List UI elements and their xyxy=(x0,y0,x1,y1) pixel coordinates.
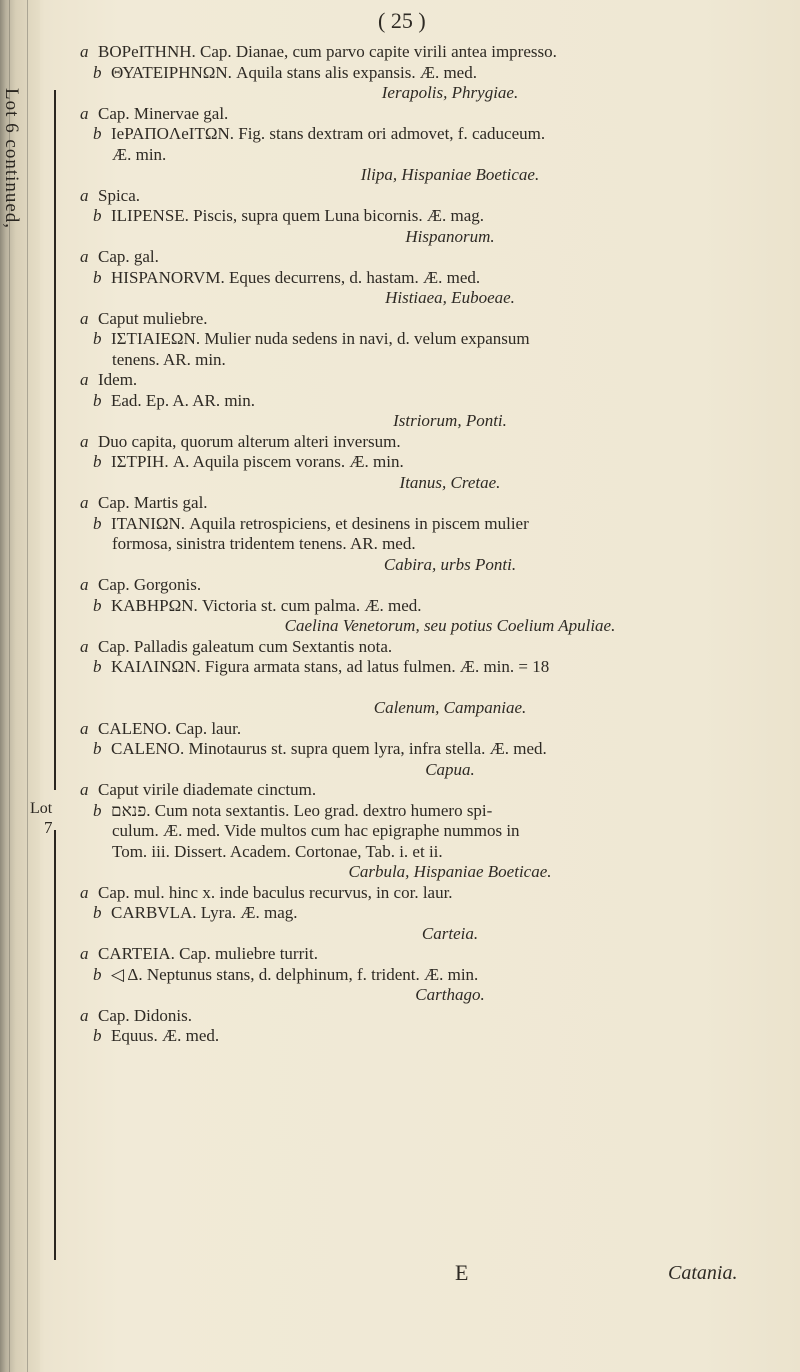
place-heading xyxy=(60,288,730,309)
catchword: Catania. xyxy=(668,1262,738,1284)
catalogue-line xyxy=(60,350,780,371)
line-text: Cap. Didonis. xyxy=(98,1005,192,1025)
place-heading xyxy=(60,473,730,494)
catalogue-line xyxy=(60,842,780,863)
catalogue-line xyxy=(60,1026,780,1047)
page-number: ( 25 ) xyxy=(378,8,426,33)
side-letter: b xyxy=(93,513,102,533)
side-letter: a xyxy=(80,493,89,512)
line-text: culum. Æ. med. Vide multos cum hac epigraphe nummos in xyxy=(112,821,520,840)
catalogue-line xyxy=(60,186,780,207)
catalogue-line xyxy=(60,329,780,350)
line-text: Cap. Gorgonis. xyxy=(98,575,202,594)
catalogue-line xyxy=(60,63,780,84)
catalogue-line xyxy=(60,637,780,658)
line-text: פנאם. Cum nota sextantis. Leo grad. dextro humero spi- xyxy=(111,800,493,820)
side-letter: b xyxy=(93,390,102,410)
lot-number: 7 xyxy=(44,818,53,837)
line-text: CALENO. Cap. laur. xyxy=(98,718,242,738)
line-text: Equus. Æ. med. xyxy=(111,1026,220,1045)
place-heading xyxy=(60,227,730,248)
catalogue-line xyxy=(60,268,780,289)
catalogue-line xyxy=(60,575,780,596)
line-text: Cabira, urbs Ponti. xyxy=(383,554,517,574)
side-letter: b xyxy=(93,800,102,820)
catalogue-line xyxy=(60,965,780,986)
side-letter: a xyxy=(80,42,89,61)
side-letter: b xyxy=(93,62,102,82)
line-text: Histiaea, Euboeae. xyxy=(385,288,515,307)
side-letter: a xyxy=(80,882,89,902)
gutter-rule xyxy=(27,0,28,1372)
line-text: Caelina Venetorum, seu potius Coelium Apuliae. xyxy=(284,616,616,635)
catalogue-line xyxy=(60,596,780,617)
left-margin-rule xyxy=(54,90,56,790)
signature-mark: E xyxy=(455,1260,469,1285)
place-heading xyxy=(60,83,730,104)
lot-label: Lot xyxy=(30,800,53,817)
line-text: ΙΣΤΡΙΗ. A. Aquila piscem vorans. Æ. min. xyxy=(111,452,404,471)
line-text: ILIPENSE. Piscis, supra quem Luna bicornis. Æ. mag. xyxy=(111,206,485,225)
margin-note-continued: Lot 6 continued, xyxy=(1,88,22,230)
line-text: Itanus, Cretae. xyxy=(399,472,501,492)
catalogue-line xyxy=(60,145,780,166)
place-heading xyxy=(60,924,730,945)
line-text: Tom. iii. Dissert. Academ. Cortonae, Tab. i. et ii. xyxy=(112,841,443,861)
line-text: CALENO. Minotaurus st. supra quem lyra, infra stella. Æ. med. xyxy=(111,739,547,758)
side-letter: a xyxy=(80,1005,89,1025)
catalogue-line xyxy=(60,514,780,535)
line-text: IePAΠOΛeITΩN. Fig. stans dextram ori admovet, f. caduceum. xyxy=(111,124,546,143)
side-letter: b xyxy=(93,657,102,676)
side-letter: b xyxy=(93,329,102,348)
line-text: ΚΑΙΛΙΝΩΝ. Figura armata stans, ad latus fulmen. Æ. min. = 18 xyxy=(111,657,550,676)
line-text: tenens. AR. min. xyxy=(112,349,226,369)
line-text: Ead. Ep. A. AR. min. xyxy=(111,390,256,410)
side-letter: a xyxy=(80,308,89,328)
side-letter: b xyxy=(93,964,102,984)
line-text: Calenum, Campaniae. xyxy=(373,698,527,717)
line-text: HISPANORVM. Eques decurrens, d. hastam. Æ. med. xyxy=(111,267,481,287)
line-text: Carthago. xyxy=(415,985,485,1004)
line-text: Carbula, Hispaniae Boeticae. xyxy=(348,862,552,881)
side-letter: a xyxy=(80,247,89,266)
catalogue-line xyxy=(60,42,780,63)
line-text: Æ. min. xyxy=(112,144,167,164)
line-text: Ierapolis, Phrygiae. xyxy=(381,83,519,102)
side-letter: a xyxy=(80,780,89,799)
side-letter: b xyxy=(93,124,102,143)
line-text: ΙΤΑΝΙΩΝ. Aquila retrospiciens, et desinens in piscem mulier xyxy=(111,513,529,533)
lot-marker xyxy=(30,800,53,838)
catalogue-line xyxy=(60,104,780,125)
line-text: ΘΥΑΤΕΙΡΗΝΩΝ. Aquila stans alis expansis. Æ. med. xyxy=(111,62,477,82)
side-letter: a xyxy=(80,944,89,963)
catalogue-line xyxy=(60,493,780,514)
line-text: Cap. gal. xyxy=(98,247,159,266)
line-text: Caput virile diademate cinctum. xyxy=(98,780,317,799)
line-text: Istriorum, Ponti. xyxy=(393,411,507,430)
place-heading xyxy=(60,411,730,432)
line-text: Ilipa, Hispaniae Boeticae. xyxy=(360,165,540,184)
place-heading xyxy=(60,616,730,637)
place-heading xyxy=(60,862,730,883)
catalogue-line xyxy=(60,534,780,555)
catalogue-line xyxy=(60,1006,780,1027)
catalogue-line xyxy=(60,432,780,453)
line-text: ΚΑΒΗΡΩΝ. Victoria st. cum palma. Æ. med. xyxy=(111,595,422,615)
catalogue-line xyxy=(60,801,780,822)
catalogue-line xyxy=(60,821,780,842)
place-heading xyxy=(60,555,730,576)
line-text: Hispanorum. xyxy=(405,226,495,246)
catalogue-line xyxy=(60,883,780,904)
side-letter: b xyxy=(93,739,102,758)
side-letter: b xyxy=(93,1026,102,1045)
line-text: Cap. Martis gal. xyxy=(98,493,208,512)
side-letter: a xyxy=(80,431,89,451)
line-text: Spica. xyxy=(98,185,141,205)
line-text: Cap. mul. hinc x. inde baculus recurvus, in cor. laur. xyxy=(98,882,453,902)
line-text: Duo capita, quorum alterum alteri inversum. xyxy=(98,431,401,451)
side-letter: b xyxy=(93,903,102,922)
line-text: Caput muliebre. xyxy=(98,308,208,328)
place-heading xyxy=(60,985,730,1006)
side-letter: b xyxy=(93,452,102,471)
line-text: formosa, sinistra tridentem tenens. AR. med. xyxy=(112,534,416,553)
line-text: Carteia. xyxy=(421,923,479,943)
catalogue-line xyxy=(60,780,780,801)
line-text: Idem. xyxy=(98,370,138,389)
side-letter: b xyxy=(93,267,102,287)
catalogue-line xyxy=(60,391,780,412)
side-letter: a xyxy=(80,185,89,205)
spacer xyxy=(60,678,780,699)
line-text: Capua. xyxy=(425,759,475,779)
place-heading xyxy=(60,165,730,186)
side-letter: a xyxy=(80,103,89,123)
catalogue-line xyxy=(60,719,780,740)
catalogue-line xyxy=(60,370,780,391)
catalogue-line xyxy=(60,309,780,330)
line-text: Cap. Minervae gal. xyxy=(98,103,229,123)
side-letter: b xyxy=(93,206,102,225)
catalogue-line xyxy=(60,206,780,227)
side-letter: a xyxy=(80,636,89,656)
catalogue-line xyxy=(60,657,780,678)
catalogue-line xyxy=(60,903,780,924)
catalogue-line xyxy=(60,944,780,965)
side-letter: a xyxy=(80,575,89,594)
line-text: BOPeITHNH. Cap. Dianae, cum parvo capite virili antea impresso. xyxy=(98,42,557,61)
line-text: CARTEIA. Cap. muliebre turrit. xyxy=(98,944,318,963)
line-text: ΙΣΤΙΑΙΕΩΝ. Mulier nuda sedens in navi, d. velum expansum xyxy=(111,329,530,348)
catalogue-line xyxy=(60,124,780,145)
place-heading xyxy=(60,760,730,781)
side-letter: a xyxy=(80,718,89,738)
catalogue-line xyxy=(60,452,780,473)
place-heading xyxy=(60,698,730,719)
coin-catalogue-text xyxy=(60,42,780,1047)
left-margin-rule xyxy=(54,830,56,1260)
side-letter: b xyxy=(93,595,102,615)
catalogue-line xyxy=(60,739,780,760)
line-text: Cap. Palladis galeatum cum Sextantis nota. xyxy=(98,636,393,656)
line-text: CARBVLA. Lyra. Æ. mag. xyxy=(111,903,298,922)
line-text: ◁ Δ. Neptunus stans, d. delphinum, f. trident. Æ. min. xyxy=(111,964,479,984)
side-letter: a xyxy=(80,370,89,389)
catalogue-line xyxy=(60,247,780,268)
